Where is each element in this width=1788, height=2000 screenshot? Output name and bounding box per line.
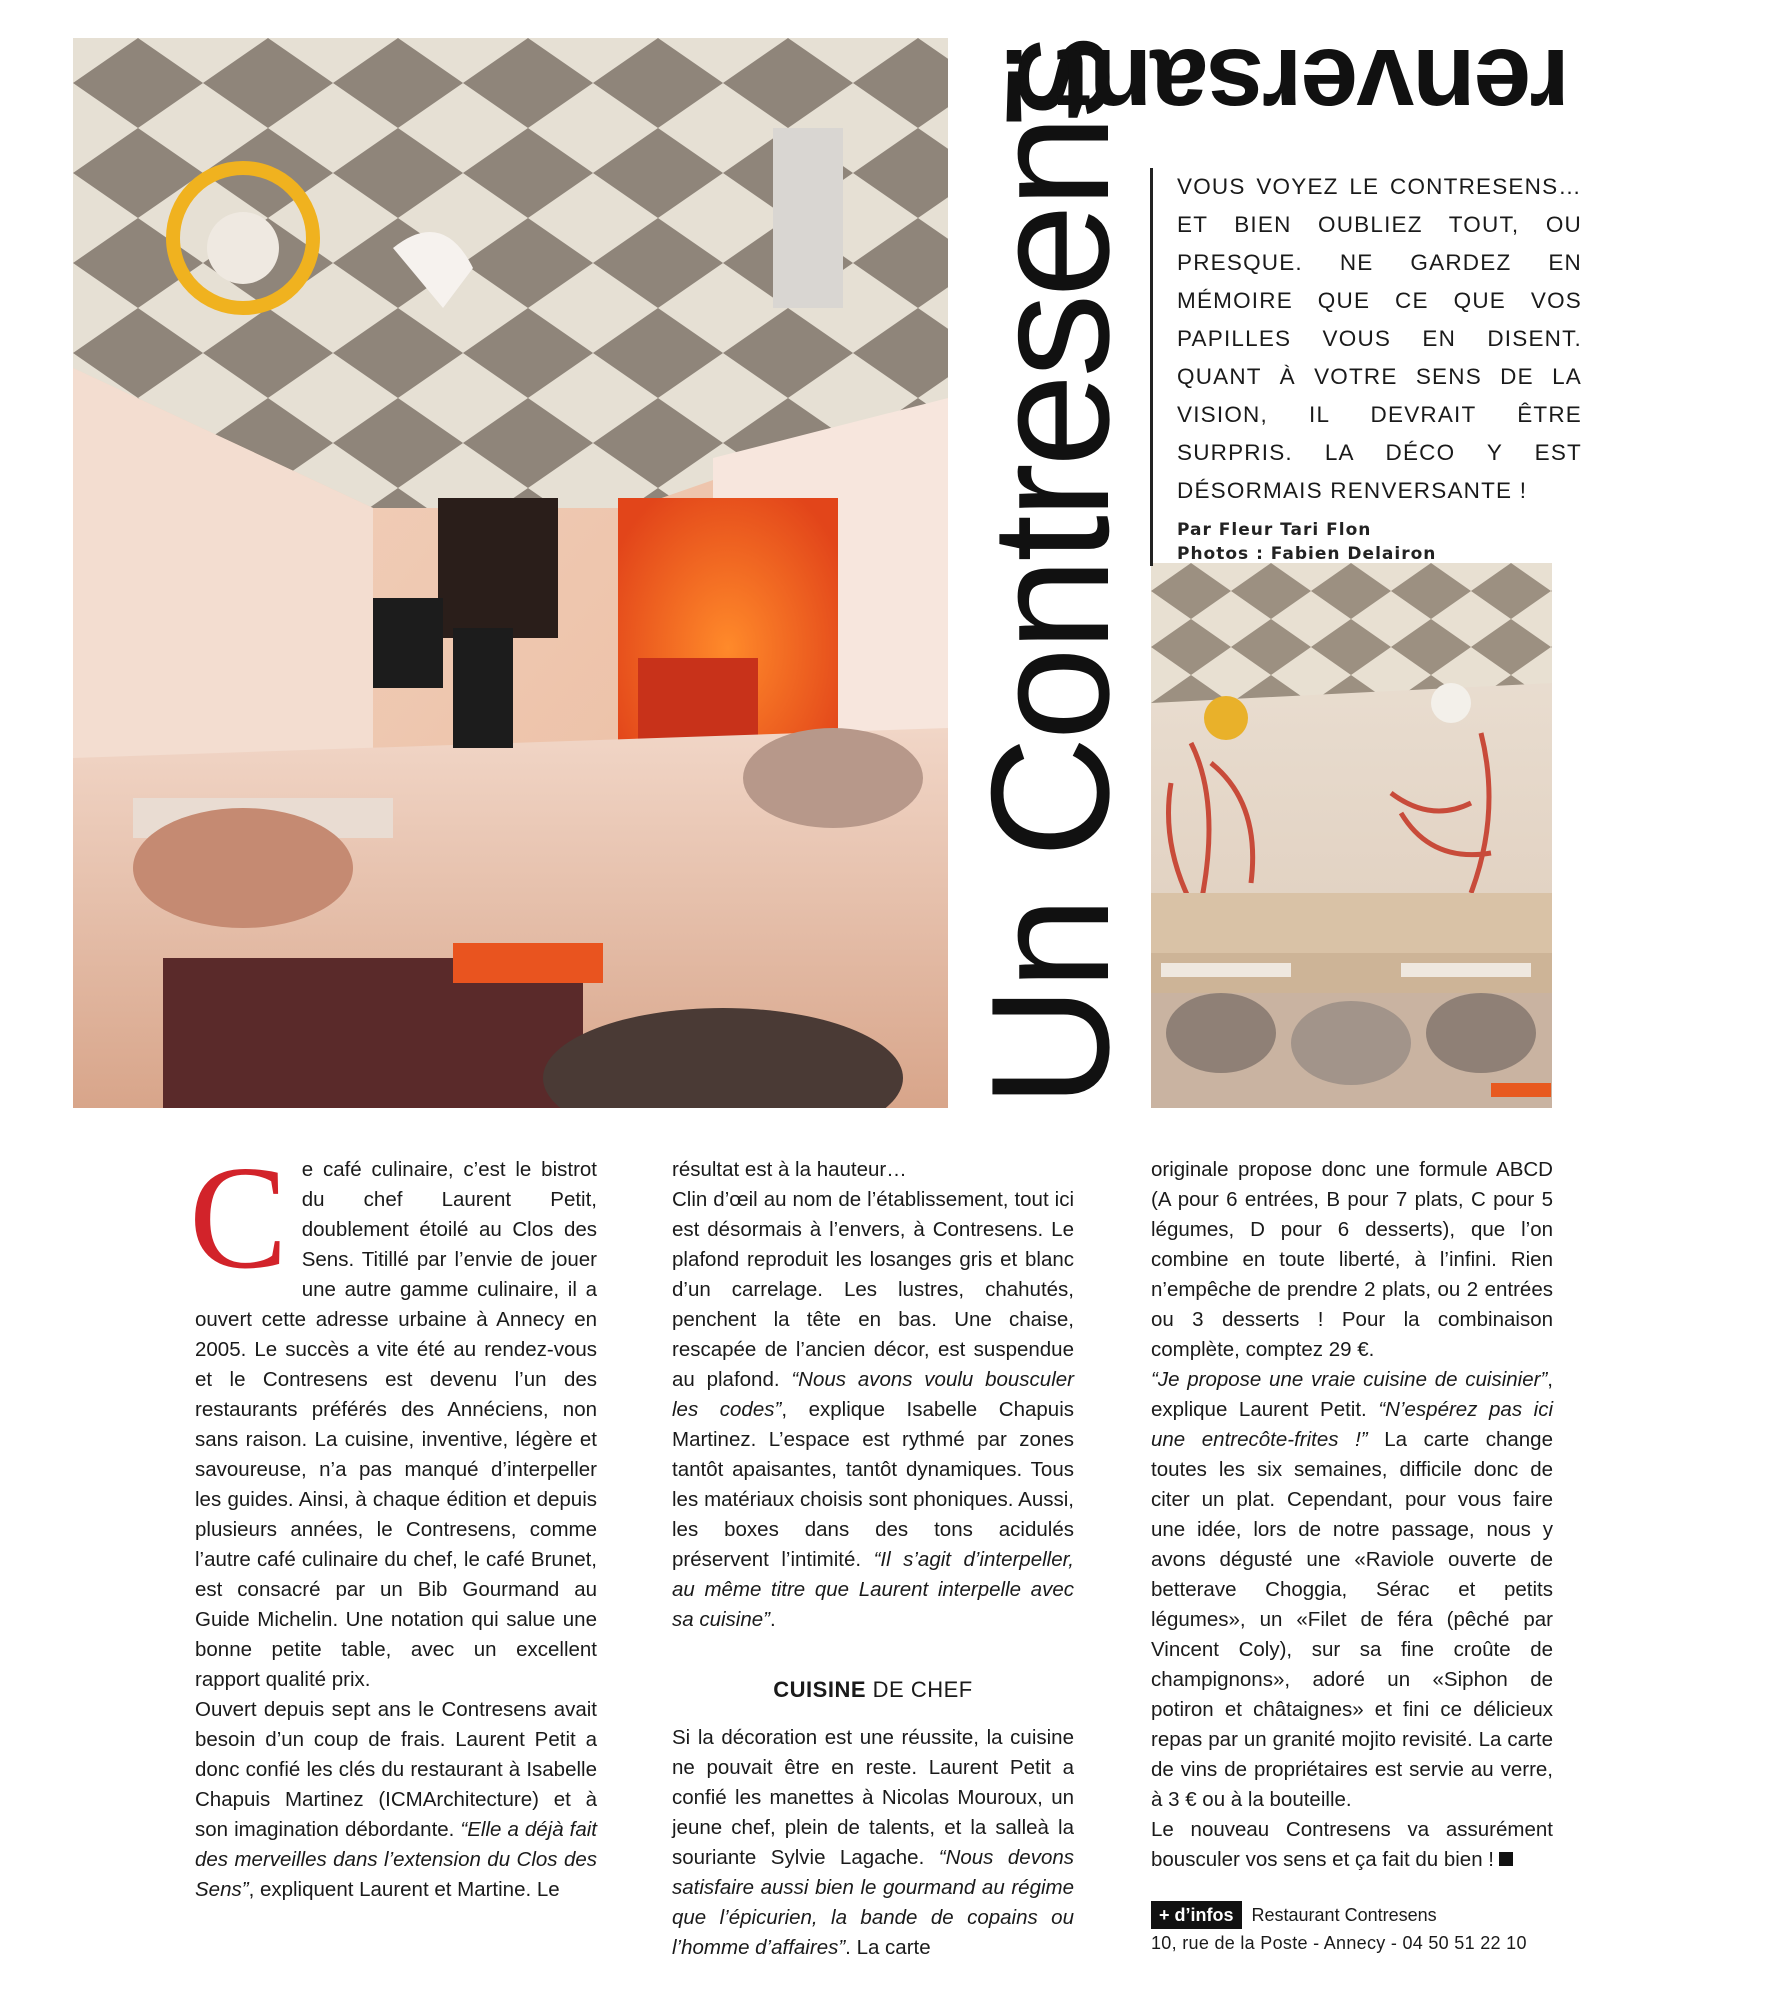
main-restaurant-photo-illustration — [73, 38, 948, 1108]
quote: “Il s’agit d’interpeller, au même titre que Laurent interpelle avec sa cuisine” — [672, 1548, 1074, 1631]
side-restaurant-photo-illustration — [1151, 563, 1552, 1108]
paragraph-text: La carte change toutes les six semaines, difficile donc de citer un plat. Cependant, pour vous faire une idée, lors de notre passage, nous y avons dégusté une «Raviole ouverte de betterave Choggia, Sérac et petits légumes», un «Filet de féra (pêché par Vincent Coly), sur sa fine croûte de champignons», adoré un «Siphon de potiron et châtaignes» et fini ce délicieux repas par un granité mojito revisité. La carte de vins de propriétaires est servie au verre, à 3 € ou à la bouteille. — [1151, 1428, 1553, 1811]
article-paragraph: résultat est à la hauteur… — [672, 1158, 907, 1181]
paragraph-text: , explique Laurent Petit. — [1151, 1368, 1553, 1421]
quote: “Elle a déjà fait des merveilles dans l’extension du Clos des Sens” — [195, 1818, 597, 1901]
main-restaurant-photo — [73, 38, 948, 1108]
quote: “Nous avons voulu bousculer les codes” — [672, 1368, 1074, 1421]
headline-vertical-wrap — [956, 38, 1144, 1108]
headline-flipped: renversant ! — [998, 27, 1570, 143]
headline-main: Un Contresens — [956, 38, 1144, 1108]
paragraph-text: , explique Isabelle Chapuis Martinez. L’espace est rythmé par zones tantôt apaisantes, tantôt dynamiques. Tous les matériaux choisis sont phoniques. Aussi, les boxes dans des tons acidulés préservent l’intimité. — [672, 1398, 1074, 1571]
quote: “Je propose une vraie cuisine de cuisinier” — [1151, 1368, 1548, 1391]
photo-credit: Photos : Fabien Delairon — [1177, 544, 1437, 564]
info-box — [1151, 1901, 1553, 1957]
paragraph-text: Ouvert depuis sept ans le Contresens avait besoin d’un coup de frais. Laurent Petit a donc confié les clés du restaurant à Isabelle Chapuis Martinez (ICMArchitecture) et à son imagination débordante. — [195, 1698, 597, 1841]
article-column-2 — [672, 1155, 1074, 1963]
paragraph-text: , expliquent Laurent et Martine. Le — [248, 1878, 560, 1901]
info-tag: + d’infos — [1151, 1901, 1242, 1929]
info-address: 10, rue de la Poste - Annecy - 04 50 51 22 10 — [1151, 1933, 1527, 1953]
paragraph-text: . La carte — [845, 1936, 931, 1959]
drop-cap: C — [189, 1136, 288, 1300]
section-subhead — [672, 1675, 1074, 1705]
info-restaurant-name: Restaurant Contresens — [1251, 1905, 1437, 1925]
quote: “Nous devons satisfaire aussi bien le gourmand au régime que l’épicurien, la bande de copains ou l’homme d’affaires” — [672, 1846, 1074, 1959]
article-column-3 — [1151, 1155, 1553, 1957]
paragraph-text: Si la décoration est une réussite, la cuisine ne pouvait être en reste. Laurent Petit a confié les manettes à Nicolas Mouroux, un jeune chef, plein de talents, et la salleà la souriante Sylvie Lagache. — [672, 1726, 1074, 1869]
article-paragraph — [189, 1136, 597, 1695]
article-paragraph: originale propose donc une formule ABCD (A pour 6 entrées, B pour 7 plats, C pour 5 légumes, D pour 6 desserts), que l’on combine en toute liberté, à l’infini. Rien n’empêche de prendre 2 plats, ou 2 entrées ou 3 desserts ! Pour la combinaison complète, comptez 29 €. — [1151, 1158, 1553, 1361]
article-paragraph — [672, 1185, 1074, 1635]
article-column-1 — [189, 1136, 597, 1905]
article-paragraph — [1151, 1815, 1553, 1875]
intro-block — [1150, 168, 1582, 566]
side-restaurant-photo — [1151, 563, 1552, 1108]
article-paragraph — [672, 1723, 1074, 1963]
end-mark-square — [1499, 1852, 1513, 1866]
author-credit: Par Fleur Tari Flon — [1177, 520, 1372, 540]
quote: “N’espérez pas ici une entrecôte-frites !” — [1151, 1398, 1553, 1451]
subhead-rest: DE CHEF — [866, 1677, 973, 1702]
intro-text: VOUS VOYEZ LE CONTRESENS… ET BIEN OUBLIEZ TOUT, OU PRESQUE. NE GARDEZ EN MÉMOIRE QUE CE QUE VOS PAPILLES VOUS EN DISENT. QUANT À VOTRE SENS DE LA VISION, IL DEVRAIT ÊTRE SURPRIS. LA DÉCO Y EST DÉSORMAIS RENVERSANTE ! — [1177, 174, 1582, 503]
article-paragraph — [1151, 1365, 1553, 1815]
paragraph-text: Clin d’œil au nom de l’établissement, tout ici est désormais à l’envers, à Contresens. Le plafond reproduit les losanges gris et blanc d’un carrelage. Les lustres, chahutés, penchent la tête en bas. Une chaise, rescapée de l’ancien décor, est suspendue au plafond. — [672, 1188, 1074, 1391]
paragraph-text: e café culinaire, c’est le bistrot du chef Laurent Petit, doublement étoilé au Clos des Sens. Titillé par l’envie de jouer une autre gamme culinaire, il a ouvert cette adresse urbaine à Annecy en 2005. Le succès a vite été au rendez-vous et le Contresens est devenu l’un des restaurants préférés des Annéciens, non sans raison. La cuisine, inventive, légère et savoureuse, n’a pas manqué d’interpeller les guides. Ainsi, à chaque édition et depuis plusieurs années, le Contresens, comme l’autre café culinaire du chef, le café Brunet, est consacré par un Bib Gourmand au Guide Michelin. Une notation qui salue une bonne petite table, avec un excellent rapport qualité prix. — [195, 1158, 597, 1691]
article-paragraph — [195, 1695, 597, 1905]
paragraph-text: . — [770, 1608, 776, 1631]
subhead-bold: CUISINE — [773, 1677, 867, 1702]
paragraph-text: Le nouveau Contresens va assurément bousculer vos sens et ça fait du bien ! — [1151, 1818, 1553, 1871]
